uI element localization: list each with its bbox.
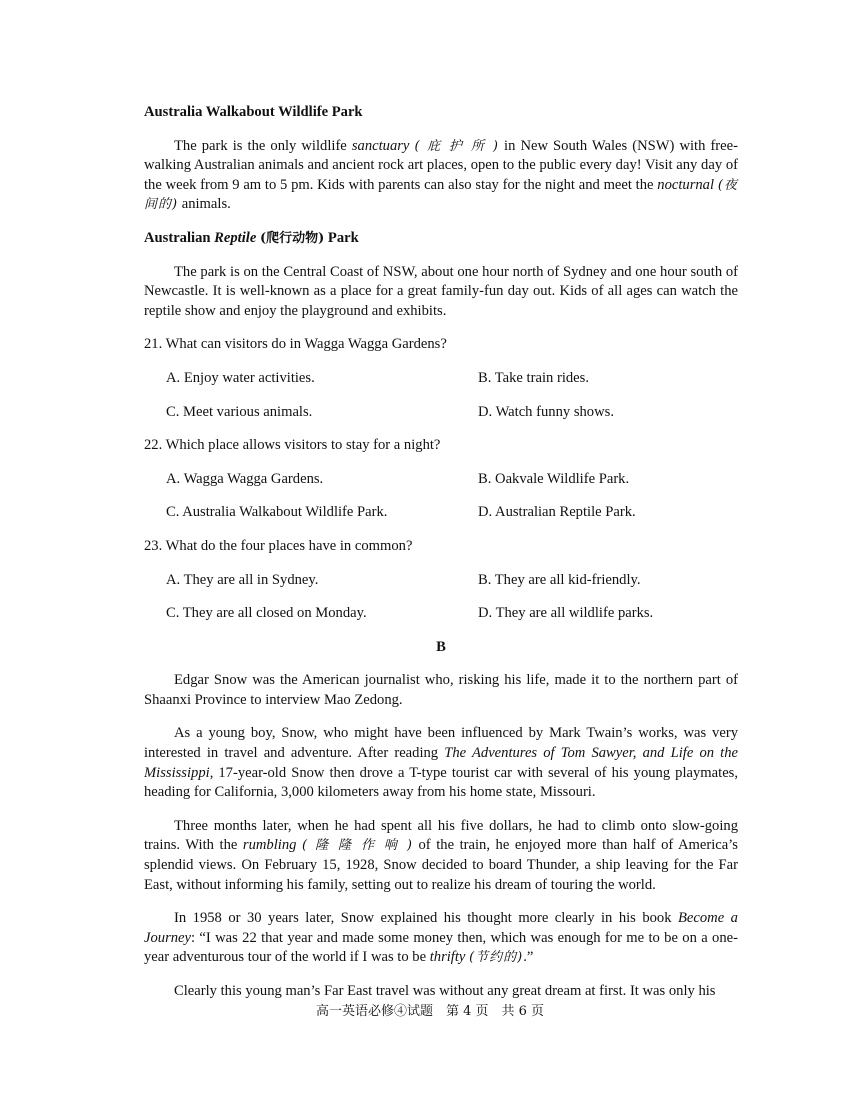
option-c: C. They are all closed on Monday. (166, 605, 367, 622)
question-stem: 22. Which place allows visitors to stay for a night? (144, 437, 441, 454)
question-options (144, 369, 738, 422)
passage-paragraph: Clearly this young man’s Far East travel was without any great dream at first. It was only his (174, 983, 716, 999)
park3-body-1: The park is the only wildlife (174, 137, 352, 154)
term-nocturnal-gloss: (夜间的) (144, 177, 738, 213)
term-sanctuary: sanctuary (351, 137, 410, 154)
question-options (144, 470, 738, 523)
page-footer: 高一英语必修④试题 第 4 页 共 6 页 (315, 1004, 545, 1019)
option-b: B. Oakvale Wildlife Park. (478, 470, 630, 487)
term-thrifty: thrifty (429, 949, 466, 966)
document-page (144, 103, 738, 1002)
option-c: C. Meet various animals. (166, 403, 313, 420)
option-a: A. Enjoy water activities. (166, 369, 315, 386)
option-d: D. Watch funny shows. (478, 403, 614, 420)
question-stem: 21. What can visitors do in Wagga Wagga Gardens? (144, 336, 447, 353)
passage-paragraph (144, 817, 738, 895)
option-c: C. Australia Walkabout Wildlife Park. (166, 504, 388, 521)
p3-text-1: Three months later, when he had spent all his five dollars, he had to climb onto slow-going trains. With the (144, 817, 738, 854)
option-a: A. They are all in Sydney. (166, 571, 319, 588)
park3-title: Australia Walkabout Wildlife Park (144, 104, 363, 120)
park4-description: The park is on the Central Coast of NSW, about one hour north of Sydney and one hour south of Newcastle. It is well-known as a place for a great family-fun day out. Kids of all ages can watch the reptile show and enjoy the playground and exhibits. (144, 263, 738, 319)
park3-body-3: animals. (178, 196, 231, 213)
park3-description (144, 137, 738, 215)
option-d: D. Australian Reptile Park. (478, 504, 636, 521)
term-thrifty-gloss: (节约的) (469, 950, 524, 966)
park4-title-part2: Park (324, 229, 359, 246)
p3-text-2: of the train, he enjoyed more than half of America’s splendid views. On February 15, 1928, Snow decided to board Thunder, a ship leaving for the Far East, without informing his family, setting out to realize his dream of touring the world. (144, 837, 738, 893)
option-b: B. Take train rides. (478, 369, 589, 386)
term-nocturnal: nocturnal (657, 176, 715, 193)
term-reptile-gloss: (爬行动物) (259, 230, 325, 246)
section-label: B (436, 638, 446, 655)
book-title: Become a Journey (144, 910, 738, 946)
term-rumbling-gloss: ( 隆 隆 作 响 ) (301, 838, 413, 854)
term-sanctuary-gloss: ( 庇 护 所 ) (414, 138, 499, 154)
passage-paragraph (144, 724, 738, 802)
park4-title-part1: Australian (144, 229, 215, 246)
question-stem: 23. What do the four places have in common? (144, 537, 413, 554)
park4-title (144, 229, 738, 249)
p2-text-2: , 17-year-old Snow then drove a T-type tourist car with several of his young playmates, heading for California, 3,000 kilometers away from his home state, Missouri. (144, 764, 738, 801)
book-title: The Adventures of Tom Sawyer, and Life on the Mississippi (144, 745, 738, 781)
p4-text-1: In 1958 or 30 years later, Snow explained his thought more clearly in his book (174, 910, 679, 927)
option-b: B. They are all kid-friendly. (478, 571, 641, 588)
term-rumbling: rumbling (242, 837, 297, 854)
p2-text-1: As a young boy, Snow, who might have been influenced by Mark Twain’s works, was very interested in travel and adventure. After reading (144, 725, 738, 762)
p4-text-2: : “I was 22 that year and made some money then, which was enough for me to be on a one-year adventurous tour of the world if I was to be (144, 929, 738, 966)
passage-paragraph: Edgar Snow was the American journalist who, risking his life, made it to the northern part of Shaanxi Province to interview Mao Zedong. (144, 672, 738, 708)
option-a: A. Wagga Wagga Gardens. (166, 470, 324, 487)
passage-paragraph (144, 909, 738, 968)
term-reptile: Reptile (214, 229, 257, 246)
option-d: D. They are all wildlife parks. (478, 605, 654, 622)
question-options (144, 571, 738, 624)
park3-body-2: in New South Wales (NSW) with free-walking Australian animals and ancient rock art places, open to the public every day! Visit any day of the week from 9 am to 5 pm. Kids with parents can also stay for the night and meet the (144, 137, 738, 193)
p4-text-3: .” (523, 949, 534, 966)
